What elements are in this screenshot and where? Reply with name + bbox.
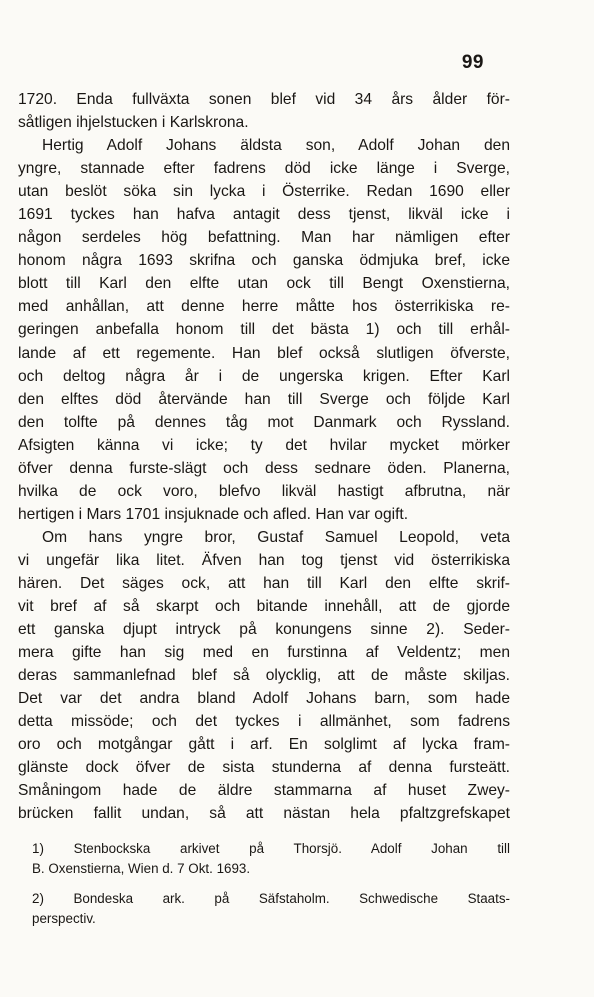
body-line: med anhållan, att denne herre måtte hos österrikiska re- [18, 298, 510, 316]
body-line: hären. Det säges ock, att han till Karl den elfte skrif- [18, 574, 510, 592]
footnote-spacer [18, 879, 510, 889]
body-line: honom några 1693 skrifna och ganska ödmjuka bref, icke [18, 252, 510, 270]
body-line: utan beslöt söka sin lycka i Österrike. Redan 1690 eller [18, 183, 510, 201]
footnote-line [18, 889, 510, 909]
body-line: såtligen ihjelstucken i Karlskrona. [18, 114, 249, 132]
footnote-text: Bondeska ark. på Säfstaholm. Schwedische Staats- [73, 891, 510, 906]
body-line: yngre, stannade efter fadrens död icke länge i Sverge, [18, 160, 510, 178]
body-line: glänste dock öfver de sista stunderna af denna fursteätt. [18, 759, 510, 777]
body-line: Hertig Adolf Johans äldsta son, Adolf Johan den [42, 137, 510, 155]
footnote-line [18, 839, 510, 859]
body-line: Det var det andra bland Adolf Johans barn, som hade [18, 690, 510, 708]
body-line: brücken fallit undan, så att nästan hela pfaltzgrefskapet [18, 805, 510, 823]
body-line: Om hans yngre bror, Gustaf Samuel Leopold, veta [42, 528, 510, 546]
footnote-line: perspectiv. [32, 911, 96, 926]
body-line: 1720. Enda fullväxta sonen blef vid 34 års ålder för- [18, 91, 510, 108]
footnote-divider [34, 835, 244, 836]
body-line: mera gifte han sig med en furstinna af Veldentz; men [18, 644, 510, 662]
page-number: 99 [461, 52, 484, 73]
body-line: geringen anbefalla honom till det bästa 1) och till erhål- [18, 321, 510, 339]
body-line: någon serdeles hög befattning. Man har nämligen efter [18, 229, 510, 247]
footnotes [18, 839, 510, 929]
body-line: och deltog några år i de ungerska krigen. Efter Karl [18, 367, 510, 385]
body-line: öfver denna furste-slägt och dess sednare öden. Planerna, [18, 459, 510, 477]
body-line: blott till Karl den elfte utan ock till Bengt Oxenstierna, [18, 275, 510, 293]
body-line: ett ganska djupt intryck på konungens sinne 2). Seder- [18, 621, 510, 639]
footnote-text: Stenbockska arkivet på Thorsjö. Adolf Johan till [73, 841, 510, 856]
footnote-marker: 2) [32, 891, 44, 906]
footnote-2 [18, 889, 510, 929]
body-line: Småningom hade de äldre stammarna af huset Zwey- [18, 782, 510, 800]
body-line: den tolfte på dennes tåg mot Danmark och Ryssland. [18, 413, 510, 431]
body-line: Afsigten känna vi icke; ty det hvilar mycket mörker [18, 436, 510, 454]
body-line: hvilka de ock voro, blefvo likväl hastigt afbrutna, när [18, 482, 510, 500]
body-line: oro och motgångar gått i arf. En solglimt af lycka fram- [18, 736, 510, 754]
body-text [18, 88, 510, 826]
body-line: deras sammanlefnad blef så olycklig, att de måste skiljas. [18, 667, 510, 685]
body-line: detta missöde; och det tyckes i allmänhet, som fadrens [18, 713, 510, 731]
body-line: 1691 tyckes han hafva antagit dess tjenst, likväl icke i [18, 206, 510, 224]
body-line: vi ungefär lika litet. Äfven han tog tjenst vid österrikiska [18, 551, 510, 569]
body-line: vit bref af så skarpt och bitande innehåll, att de gjorde [18, 598, 510, 616]
body-line: hertigen i Mars 1701 insjuknade och afled. Han var ogift. [18, 505, 409, 523]
body-line: lande af ett regemente. Han blef också slutligen öfverste, [18, 344, 510, 362]
body-line: den elftes död återvände han till Sverge och följde Karl [18, 390, 510, 408]
footnote-line: B. Oxenstierna, Wien d. 7 Okt. 1693. [32, 861, 251, 876]
footnote-1 [18, 839, 510, 879]
footnote-marker: 1) [32, 841, 44, 856]
